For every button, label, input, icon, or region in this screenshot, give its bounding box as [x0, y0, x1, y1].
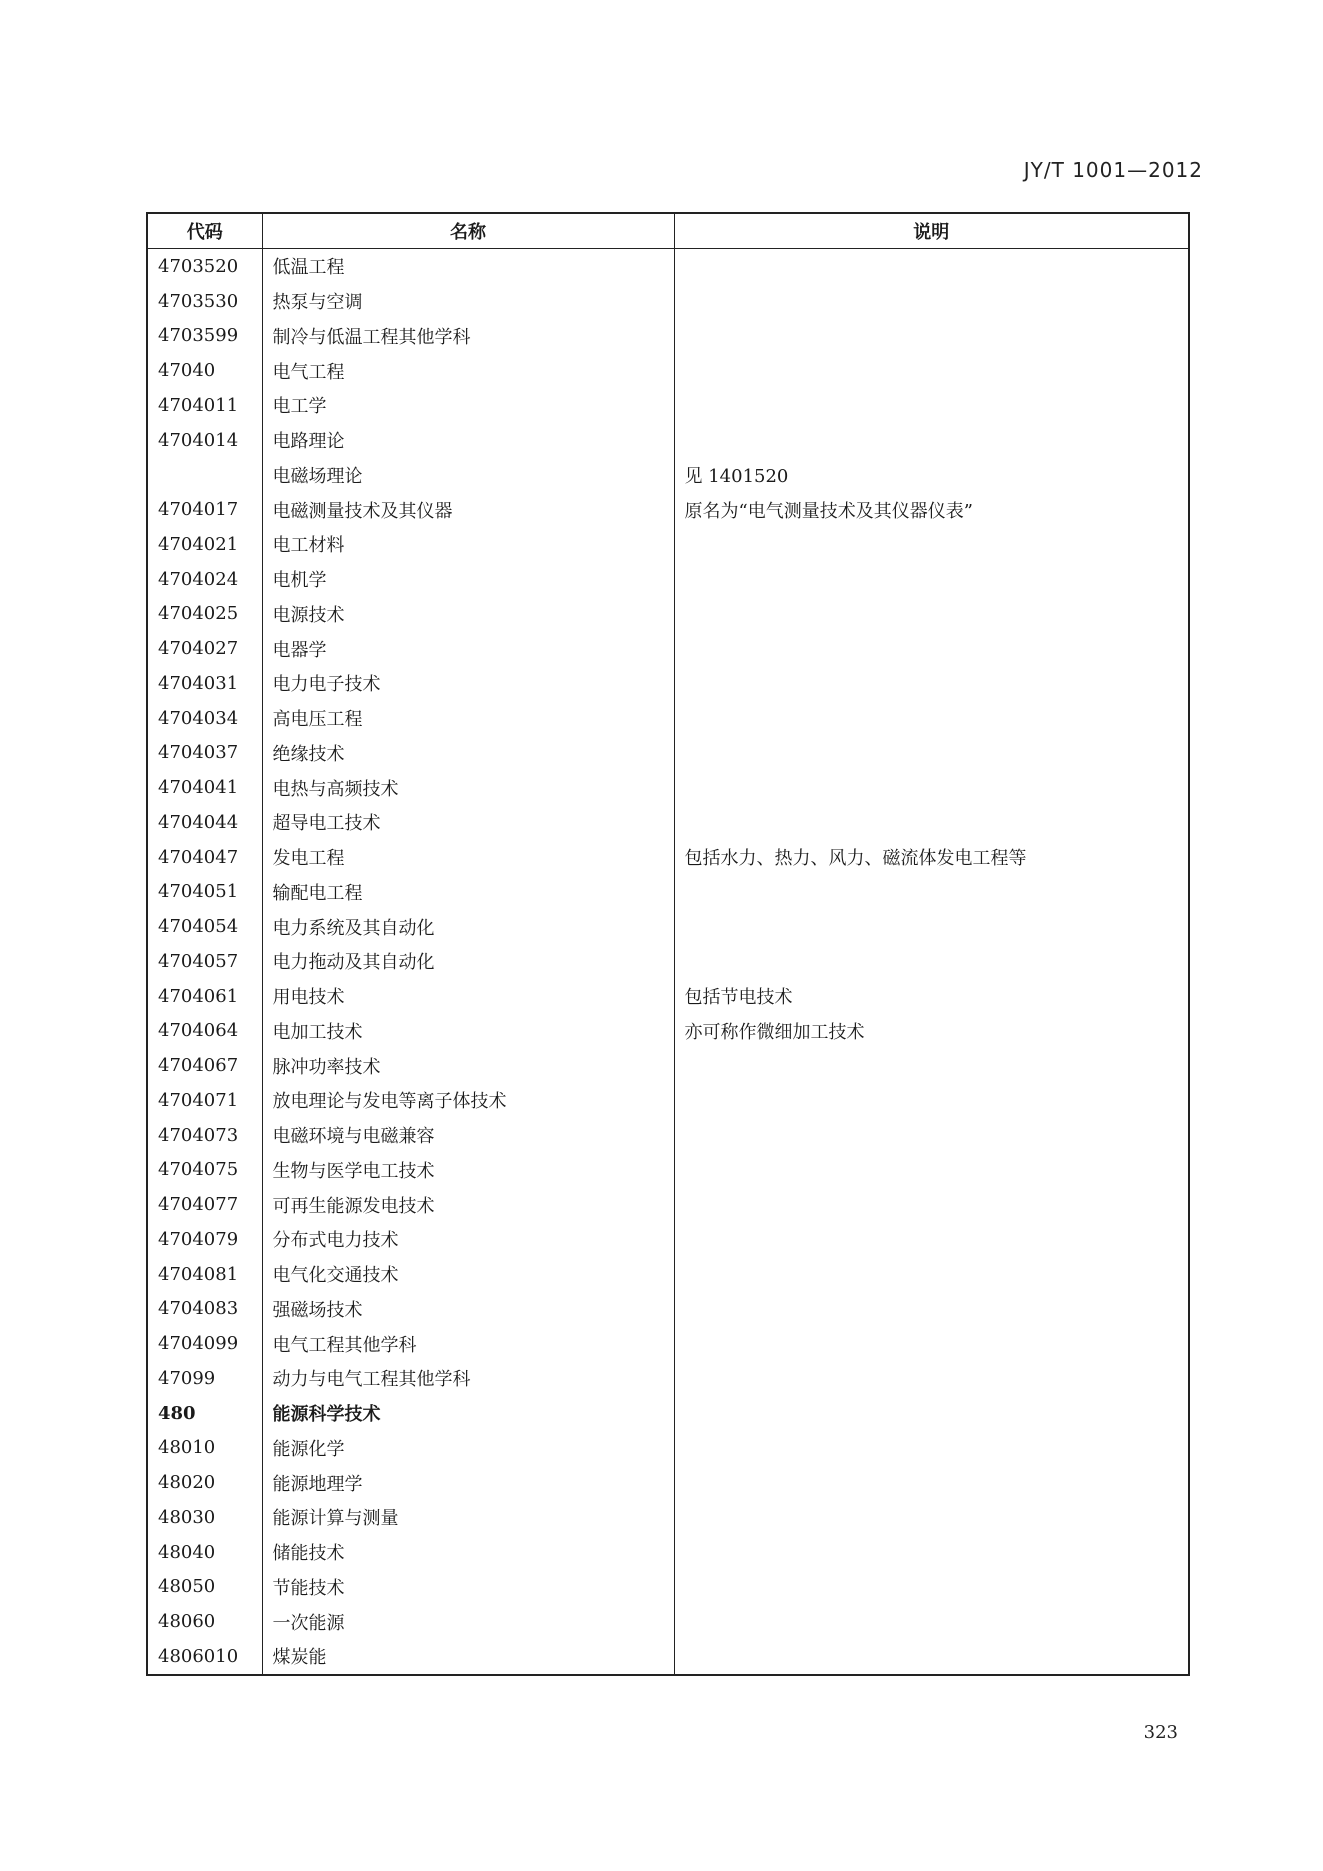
table-row — [148, 1500, 1188, 1535]
cell-note — [674, 1570, 1188, 1605]
cell-note — [674, 1604, 1188, 1639]
cell-code: 4704017 — [148, 492, 262, 527]
cell-note: 包括节电技术 — [684, 987, 793, 1009]
cell-note — [674, 909, 1188, 944]
cell-name: 电源技术 — [262, 597, 674, 632]
cell-code: 4704061 — [148, 979, 262, 1014]
cell-note — [674, 1048, 1188, 1083]
cell-name: 电磁场理论 — [262, 458, 674, 493]
table-row — [148, 1257, 1188, 1292]
table-row — [148, 631, 1188, 666]
cell-code: 4704031 — [148, 666, 262, 701]
table-row — [148, 1153, 1188, 1188]
cell-name: 绝缘技术 — [262, 736, 674, 771]
cell-name: 可再生能源发电技术 — [262, 1187, 674, 1222]
cell-note — [674, 353, 1188, 388]
cell-code: 48040 — [148, 1535, 262, 1570]
cell-code: 4704067 — [148, 1048, 262, 1083]
cell-code: 4704064 — [148, 1014, 262, 1049]
table-row — [148, 249, 1188, 284]
table-row — [148, 875, 1188, 910]
cell-note — [674, 1500, 1188, 1535]
cell-code: 4704044 — [148, 805, 262, 840]
cell-code: 4704079 — [148, 1222, 262, 1257]
table-row — [148, 840, 1188, 875]
table-row — [148, 353, 1188, 388]
cell-name: 超导电工技术 — [262, 805, 674, 840]
table-row — [148, 666, 1188, 701]
cell-code: 4703599 — [148, 319, 262, 354]
cell-name: 高电压工程 — [262, 701, 674, 736]
cell-note — [674, 1153, 1188, 1188]
cell-name: 电气化交通技术 — [262, 1257, 674, 1292]
cell-code: 4704021 — [148, 527, 262, 562]
cell-code: 48030 — [148, 1500, 262, 1535]
table-row — [148, 492, 1188, 527]
cell-note — [674, 1118, 1188, 1153]
table-row — [148, 1639, 1188, 1674]
cell-name: 储能技术 — [262, 1535, 674, 1570]
cell-note: 原名为“电气测量技术及其仪器仪表” — [684, 500, 973, 522]
cell-code: 4704047 — [148, 840, 262, 875]
table-row — [148, 1396, 1188, 1431]
cell-note — [674, 1292, 1188, 1327]
cell-name: 强磁场技术 — [262, 1292, 674, 1327]
cell-name: 电磁测量技术及其仪器 — [262, 492, 674, 527]
cell-name: 电工学 — [262, 388, 674, 423]
cell-code: 480 — [148, 1396, 262, 1431]
cell-note — [674, 666, 1188, 701]
page-number: 323 — [1143, 1722, 1178, 1743]
cell-note — [674, 1396, 1188, 1431]
cell-note — [674, 1187, 1188, 1222]
cell-note — [674, 1639, 1188, 1674]
table-row — [148, 1570, 1188, 1605]
cell-note — [674, 1361, 1188, 1396]
table-row — [148, 284, 1188, 319]
table-row — [148, 527, 1188, 562]
table-row — [148, 1048, 1188, 1083]
cell-code: 4703520 — [148, 249, 262, 284]
cell-name: 电工材料 — [262, 527, 674, 562]
table-row — [148, 770, 1188, 805]
cell-code: 4704014 — [148, 423, 262, 458]
table-row — [148, 1222, 1188, 1257]
cell-note — [674, 944, 1188, 979]
table-row — [148, 1326, 1188, 1361]
table-row — [148, 423, 1188, 458]
cell-code: 4704034 — [148, 701, 262, 736]
cell-name: 煤炭能 — [262, 1639, 674, 1674]
table-row — [148, 909, 1188, 944]
header-name: 名称 — [262, 214, 674, 249]
header-code: 代码 — [148, 214, 262, 249]
cell-name: 电气工程 — [262, 353, 674, 388]
cell-name: 放电理论与发电等离子体技术 — [262, 1083, 674, 1118]
cell-name: 输配电工程 — [262, 875, 674, 910]
cell-code: 4806010 — [148, 1639, 262, 1674]
cell-note — [674, 701, 1188, 736]
table-row — [148, 458, 1188, 493]
cell-name: 一次能源 — [262, 1604, 674, 1639]
cell-note — [674, 1257, 1188, 1292]
table-row — [148, 736, 1188, 771]
cell-note — [674, 1431, 1188, 1466]
cell-note — [674, 1222, 1188, 1257]
table-row — [148, 805, 1188, 840]
cell-name: 电气工程其他学科 — [262, 1326, 674, 1361]
cell-code: 4704051 — [148, 875, 262, 910]
cell-code: 4704025 — [148, 597, 262, 632]
cell-note — [674, 770, 1188, 805]
cell-note — [674, 284, 1188, 319]
cell-note — [674, 875, 1188, 910]
discipline-code-table — [146, 212, 1190, 1676]
cell-note — [674, 631, 1188, 666]
cell-note — [674, 1326, 1188, 1361]
cell-name: 电器学 — [262, 631, 674, 666]
cell-name: 能源科学技术 — [262, 1396, 674, 1431]
cell-code: 4704057 — [148, 944, 262, 979]
cell-name: 电热与高频技术 — [262, 770, 674, 805]
cell-name: 电路理论 — [262, 423, 674, 458]
cell-note — [674, 388, 1188, 423]
cell-code — [148, 458, 262, 493]
table-header-row — [148, 214, 1188, 249]
cell-code: 48010 — [148, 1431, 262, 1466]
cell-name: 电力电子技术 — [262, 666, 674, 701]
cell-name: 电力系统及其自动化 — [262, 909, 674, 944]
cell-code: 4704027 — [148, 631, 262, 666]
cell-note: 包括水力、热力、风力、磁流体发电工程等 — [684, 848, 1027, 870]
cell-note — [674, 423, 1188, 458]
cell-code: 48050 — [148, 1570, 262, 1605]
cell-name: 脉冲功率技术 — [262, 1048, 674, 1083]
cell-code: 4704011 — [148, 388, 262, 423]
table-row — [148, 1187, 1188, 1222]
cell-name: 生物与医学电工技术 — [262, 1153, 674, 1188]
table-row — [148, 1118, 1188, 1153]
cell-name: 能源地理学 — [262, 1465, 674, 1500]
cell-note — [674, 249, 1188, 284]
cell-name: 电力拖动及其自动化 — [262, 944, 674, 979]
cell-code: 4704083 — [148, 1292, 262, 1327]
table-row — [148, 979, 1188, 1014]
cell-name: 发电工程 — [262, 840, 674, 875]
cell-note — [674, 1535, 1188, 1570]
cell-code: 4704073 — [148, 1118, 262, 1153]
cell-note — [674, 597, 1188, 632]
cell-name: 热泵与空调 — [262, 284, 674, 319]
table-row — [148, 701, 1188, 736]
document-code: JY/T 1001—2012 — [1023, 158, 1203, 182]
cell-code: 4704081 — [148, 1257, 262, 1292]
table-row — [148, 1431, 1188, 1466]
cell-code: 4703530 — [148, 284, 262, 319]
cell-name: 能源化学 — [262, 1431, 674, 1466]
cell-name: 低温工程 — [262, 249, 674, 284]
cell-name: 用电技术 — [262, 979, 674, 1014]
cell-note: 亦可称作微细加工技术 — [684, 1021, 865, 1043]
table-row — [148, 944, 1188, 979]
cell-code: 4704054 — [148, 909, 262, 944]
table-row — [148, 319, 1188, 354]
table-row — [148, 1083, 1188, 1118]
table-row — [148, 562, 1188, 597]
table-row — [148, 1535, 1188, 1570]
cell-name: 制冷与低温工程其他学科 — [262, 319, 674, 354]
cell-code: 47099 — [148, 1361, 262, 1396]
cell-name: 能源计算与测量 — [262, 1500, 674, 1535]
cell-name: 电机学 — [262, 562, 674, 597]
cell-code: 4704024 — [148, 562, 262, 597]
cell-note: 见 1401520 — [684, 465, 789, 487]
cell-code: 48060 — [148, 1604, 262, 1639]
cell-code: 4704075 — [148, 1153, 262, 1188]
cell-code: 48020 — [148, 1465, 262, 1500]
cell-note — [674, 1465, 1188, 1500]
cell-code: 47040 — [148, 353, 262, 388]
cell-note — [674, 562, 1188, 597]
header-note: 说明 — [674, 214, 1188, 249]
cell-note — [674, 805, 1188, 840]
table-row — [148, 1292, 1188, 1327]
table-row — [148, 1465, 1188, 1500]
cell-name: 电加工技术 — [262, 1014, 674, 1049]
cell-code: 4704041 — [148, 770, 262, 805]
table-row — [148, 597, 1188, 632]
cell-code: 4704037 — [148, 736, 262, 771]
cell-name: 分布式电力技术 — [262, 1222, 674, 1257]
cell-note — [674, 527, 1188, 562]
table-row — [148, 1014, 1188, 1049]
cell-name: 动力与电气工程其他学科 — [262, 1361, 674, 1396]
cell-name: 节能技术 — [262, 1570, 674, 1605]
table-row — [148, 1604, 1188, 1639]
cell-code: 4704077 — [148, 1187, 262, 1222]
table-row — [148, 1361, 1188, 1396]
cell-note — [674, 736, 1188, 771]
table-row — [148, 388, 1188, 423]
cell-code: 4704099 — [148, 1326, 262, 1361]
cell-note — [674, 1083, 1188, 1118]
cell-code: 4704071 — [148, 1083, 262, 1118]
cell-note — [674, 319, 1188, 354]
cell-name: 电磁环境与电磁兼容 — [262, 1118, 674, 1153]
